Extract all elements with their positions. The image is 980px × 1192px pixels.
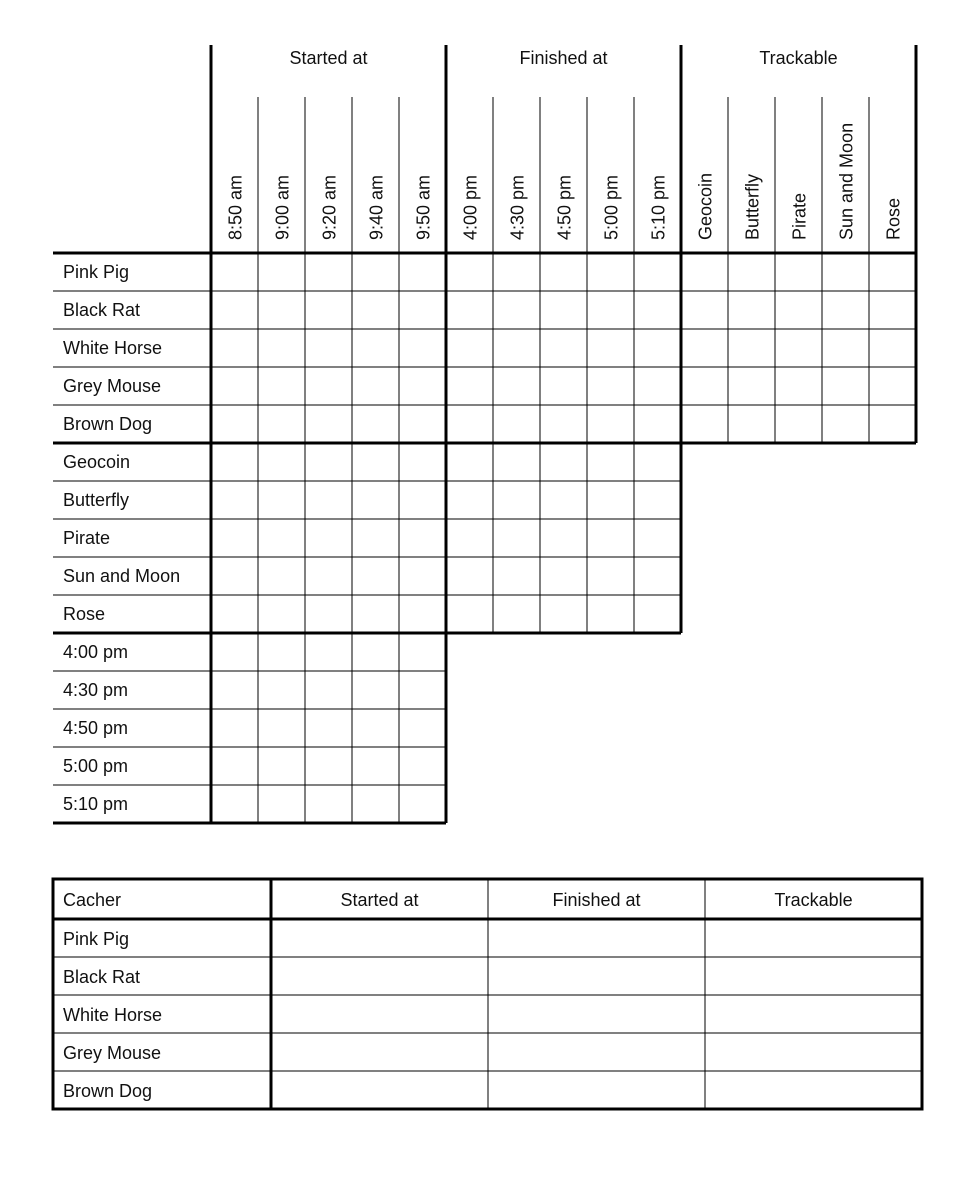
column-header-label: 4:00 pm: [460, 174, 481, 240]
answer-cell[interactable]: [707, 997, 920, 1031]
grid-cell[interactable]: [399, 557, 446, 595]
grid-cell[interactable]: [399, 747, 446, 785]
grid-cell[interactable]: [493, 443, 540, 481]
grid-cell[interactable]: [211, 633, 258, 671]
grid-cell[interactable]: [258, 253, 305, 291]
answer-cell[interactable]: [490, 1073, 703, 1107]
answer-table-header: Trackable: [774, 890, 853, 910]
grid-cell[interactable]: [399, 291, 446, 329]
grid-cell[interactable]: [305, 709, 352, 747]
grid-cell[interactable]: [822, 367, 869, 405]
row-header-label: Sun and Moon: [63, 566, 181, 586]
column-header-label: 9:50 am: [413, 174, 434, 240]
answer-cell[interactable]: [273, 959, 486, 993]
answer-cell[interactable]: [707, 959, 920, 993]
grid-cell[interactable]: [305, 481, 352, 519]
grid-cell[interactable]: [587, 405, 634, 443]
grid-cell[interactable]: [258, 709, 305, 747]
grid-cell[interactable]: [587, 291, 634, 329]
grid-cell[interactable]: [305, 443, 352, 481]
grid-cell[interactable]: [446, 481, 493, 519]
grid-cell[interactable]: [399, 519, 446, 557]
grid-cell[interactable]: [540, 557, 587, 595]
answer-table-row-label: Pink Pig: [63, 929, 130, 949]
answer-cell[interactable]: [490, 1035, 703, 1069]
grid-cell[interactable]: [728, 367, 775, 405]
column-header-label: 4:50 pm: [554, 174, 575, 240]
grid-cell[interactable]: [587, 481, 634, 519]
grid-cell[interactable]: [587, 329, 634, 367]
grid-cell[interactable]: [211, 747, 258, 785]
answer-cell[interactable]: [273, 997, 486, 1031]
answer-table-row-label: Black Rat: [63, 967, 141, 987]
grid-cell[interactable]: [211, 557, 258, 595]
grid-cell[interactable]: [540, 367, 587, 405]
grid-cell[interactable]: [540, 595, 587, 633]
answer-cell[interactable]: [273, 1035, 486, 1069]
column-header-label: Pirate: [789, 192, 810, 240]
column-header-label: 9:00 am: [272, 174, 293, 240]
grid-cell[interactable]: [399, 481, 446, 519]
row-header-label: Pirate: [63, 528, 111, 548]
grid-cell[interactable]: [681, 291, 728, 329]
grid-cell[interactable]: [258, 329, 305, 367]
grid-cell[interactable]: [399, 709, 446, 747]
answer-cell[interactable]: [490, 921, 703, 955]
grid-cell[interactable]: [211, 481, 258, 519]
grid-cell[interactable]: [352, 633, 399, 671]
grid-cell[interactable]: [634, 443, 681, 481]
row-header-label: Brown Dog: [63, 414, 153, 434]
grid-cell[interactable]: [587, 253, 634, 291]
grid-cell[interactable]: [493, 367, 540, 405]
grid-cell[interactable]: [305, 405, 352, 443]
grid-cell[interactable]: [211, 329, 258, 367]
grid-cell[interactable]: [775, 367, 822, 405]
grid-cell[interactable]: [258, 785, 305, 823]
grid-cell[interactable]: [211, 595, 258, 633]
grid-cell[interactable]: [399, 633, 446, 671]
grid-cell[interactable]: [775, 329, 822, 367]
grid-cell[interactable]: [258, 481, 305, 519]
grid-cell[interactable]: [587, 443, 634, 481]
grid-cell[interactable]: [540, 443, 587, 481]
grid-cell[interactable]: [728, 329, 775, 367]
grid-cell[interactable]: [493, 557, 540, 595]
grid-cell[interactable]: [869, 405, 916, 443]
grid-cell[interactable]: [634, 291, 681, 329]
row-header-label: 5:00 pm: [63, 756, 129, 776]
grid-cell[interactable]: [352, 595, 399, 633]
grid-cell[interactable]: [352, 671, 399, 709]
answer-table-header: Finished at: [552, 890, 641, 910]
grid-cell[interactable]: [540, 405, 587, 443]
grid-cell[interactable]: [211, 785, 258, 823]
grid-cell[interactable]: [728, 291, 775, 329]
grid-cell[interactable]: [493, 291, 540, 329]
grid-cell[interactable]: [305, 557, 352, 595]
grid-cell[interactable]: [634, 557, 681, 595]
grid-cell[interactable]: [587, 367, 634, 405]
grid-cell[interactable]: [493, 481, 540, 519]
grid-cell[interactable]: [305, 633, 352, 671]
grid-cell[interactable]: [305, 595, 352, 633]
grid-cell[interactable]: [446, 595, 493, 633]
grid-cell[interactable]: [587, 595, 634, 633]
column-header-label: 4:30 pm: [507, 174, 528, 240]
grid-cell[interactable]: [681, 253, 728, 291]
grid-cell[interactable]: [352, 557, 399, 595]
grid-cell[interactable]: [352, 481, 399, 519]
row-header-label: Black Rat: [63, 300, 141, 320]
grid-cell[interactable]: [446, 253, 493, 291]
grid-cell[interactable]: [352, 443, 399, 481]
grid-cell[interactable]: [540, 329, 587, 367]
grid-cell[interactable]: [587, 557, 634, 595]
grid-cell[interactable]: [540, 519, 587, 557]
grid-cell[interactable]: [258, 519, 305, 557]
grid-cell[interactable]: [258, 443, 305, 481]
grid-cell[interactable]: [681, 405, 728, 443]
answer-cell[interactable]: [707, 921, 920, 955]
grid-cell[interactable]: [822, 291, 869, 329]
grid-cell[interactable]: [446, 367, 493, 405]
grid-cell[interactable]: [540, 481, 587, 519]
grid-cell[interactable]: [775, 291, 822, 329]
grid-cell[interactable]: [446, 405, 493, 443]
grid-cell[interactable]: [634, 595, 681, 633]
grid-cell[interactable]: [305, 519, 352, 557]
answer-table-row-label: Brown Dog: [63, 1081, 153, 1101]
grid-cell[interactable]: [258, 747, 305, 785]
grid-cell[interactable]: [352, 519, 399, 557]
grid-cell[interactable]: [305, 785, 352, 823]
row-header-label: Geocoin: [63, 452, 131, 472]
grid-cell[interactable]: [399, 367, 446, 405]
grid-cell[interactable]: [211, 291, 258, 329]
grid-cell[interactable]: [258, 671, 305, 709]
answer-cell[interactable]: [490, 959, 703, 993]
row-header-label: Grey Mouse: [63, 376, 162, 396]
grid-cell[interactable]: [399, 253, 446, 291]
grid-cell[interactable]: [540, 291, 587, 329]
grid-cell[interactable]: [258, 633, 305, 671]
row-header-label: White Horse: [63, 338, 163, 358]
grid-cell[interactable]: [822, 253, 869, 291]
grid-cell[interactable]: [634, 253, 681, 291]
grid-cell[interactable]: [211, 443, 258, 481]
column-header-label: 5:10 pm: [648, 174, 669, 240]
grid-cell[interactable]: [305, 747, 352, 785]
row-header-label: 4:30 pm: [63, 680, 129, 700]
answer-cell[interactable]: [273, 921, 486, 955]
grid-cell[interactable]: [399, 595, 446, 633]
grid-cell[interactable]: [211, 671, 258, 709]
answer-table-row-label: Grey Mouse: [63, 1043, 162, 1063]
grid-cell[interactable]: [352, 405, 399, 443]
answer-cell[interactable]: [707, 1073, 920, 1107]
grid-cell[interactable]: [540, 253, 587, 291]
grid-cell[interactable]: [305, 671, 352, 709]
grid-cell[interactable]: [352, 785, 399, 823]
column-header-label: Rose: [883, 197, 904, 240]
grid-cell[interactable]: [869, 329, 916, 367]
column-header-label: Geocoin: [695, 172, 716, 240]
grid-cell[interactable]: [869, 253, 916, 291]
column-header-label: 9:40 am: [366, 174, 387, 240]
row-header-label: Butterfly: [63, 490, 130, 510]
row-header-label: 5:10 pm: [63, 794, 129, 814]
grid-cell[interactable]: [305, 329, 352, 367]
grid-cell[interactable]: [305, 291, 352, 329]
grid-cell[interactable]: [493, 253, 540, 291]
grid-cell[interactable]: [634, 519, 681, 557]
column-group-title: Trackable: [759, 48, 838, 68]
grid-cell[interactable]: [211, 405, 258, 443]
grid-cell[interactable]: [728, 253, 775, 291]
column-header-label: Butterfly: [742, 173, 763, 240]
grid-cell[interactable]: [634, 367, 681, 405]
grid-cell[interactable]: [211, 709, 258, 747]
row-header-label: 4:00 pm: [63, 642, 129, 662]
grid-cell[interactable]: [634, 405, 681, 443]
grid-cell[interactable]: [352, 291, 399, 329]
grid-cell[interactable]: [352, 329, 399, 367]
grid-cell[interactable]: [775, 253, 822, 291]
column-header-label: 8:50 am: [225, 174, 246, 240]
grid-cell[interactable]: [681, 367, 728, 405]
grid-cell[interactable]: [446, 329, 493, 367]
grid-cell[interactable]: [634, 329, 681, 367]
grid-cell[interactable]: [493, 405, 540, 443]
column-group-title: Started at: [289, 48, 368, 68]
answer-cell[interactable]: [273, 1073, 486, 1107]
grid-cell[interactable]: [352, 709, 399, 747]
grid-cell[interactable]: [493, 329, 540, 367]
grid-cell[interactable]: [258, 291, 305, 329]
column-header-label: Sun and Moon: [836, 122, 857, 240]
answer-table-header: Cacher: [63, 890, 122, 910]
grid-cell[interactable]: [211, 519, 258, 557]
grid-cell[interactable]: [446, 557, 493, 595]
grid-cell[interactable]: [352, 367, 399, 405]
answer-cell[interactable]: [490, 997, 703, 1031]
grid-cell[interactable]: [399, 329, 446, 367]
grid-cell[interactable]: [399, 785, 446, 823]
answer-table-row-label: White Horse: [63, 1005, 163, 1025]
row-header-label: Pink Pig: [63, 262, 130, 282]
row-header-label: Rose: [63, 604, 106, 624]
grid-cell[interactable]: [258, 595, 305, 633]
grid-cell[interactable]: [258, 405, 305, 443]
row-header-label: 4:50 pm: [63, 718, 129, 738]
grid-cell[interactable]: [211, 253, 258, 291]
grid-cell[interactable]: [728, 405, 775, 443]
answer-table-header: Started at: [340, 890, 419, 910]
column-header-label: 5:00 pm: [601, 174, 622, 240]
grid-cell[interactable]: [446, 519, 493, 557]
grid-cell[interactable]: [399, 671, 446, 709]
grid-cell[interactable]: [493, 595, 540, 633]
grid-cell[interactable]: [399, 443, 446, 481]
grid-cell[interactable]: [352, 253, 399, 291]
grid-cell[interactable]: [258, 367, 305, 405]
grid-cell[interactable]: [399, 405, 446, 443]
answer-cell[interactable]: [707, 1035, 920, 1069]
grid-cell[interactable]: [446, 443, 493, 481]
grid-cell[interactable]: [493, 519, 540, 557]
grid-cell[interactable]: [211, 367, 258, 405]
column-header-label: 9:20 am: [319, 174, 340, 240]
grid-cell[interactable]: [352, 747, 399, 785]
grid-cell[interactable]: [869, 291, 916, 329]
grid-cell[interactable]: [587, 519, 634, 557]
grid-cell[interactable]: [681, 329, 728, 367]
grid-cell[interactable]: [305, 253, 352, 291]
grid-cell[interactable]: [258, 557, 305, 595]
column-group-title: Finished at: [519, 48, 608, 68]
grid-cell[interactable]: [305, 367, 352, 405]
grid-cell[interactable]: [822, 405, 869, 443]
grid-cell[interactable]: [634, 481, 681, 519]
grid-cell[interactable]: [446, 291, 493, 329]
grid-cell[interactable]: [822, 329, 869, 367]
grid-cell[interactable]: [869, 367, 916, 405]
grid-cell[interactable]: [775, 405, 822, 443]
